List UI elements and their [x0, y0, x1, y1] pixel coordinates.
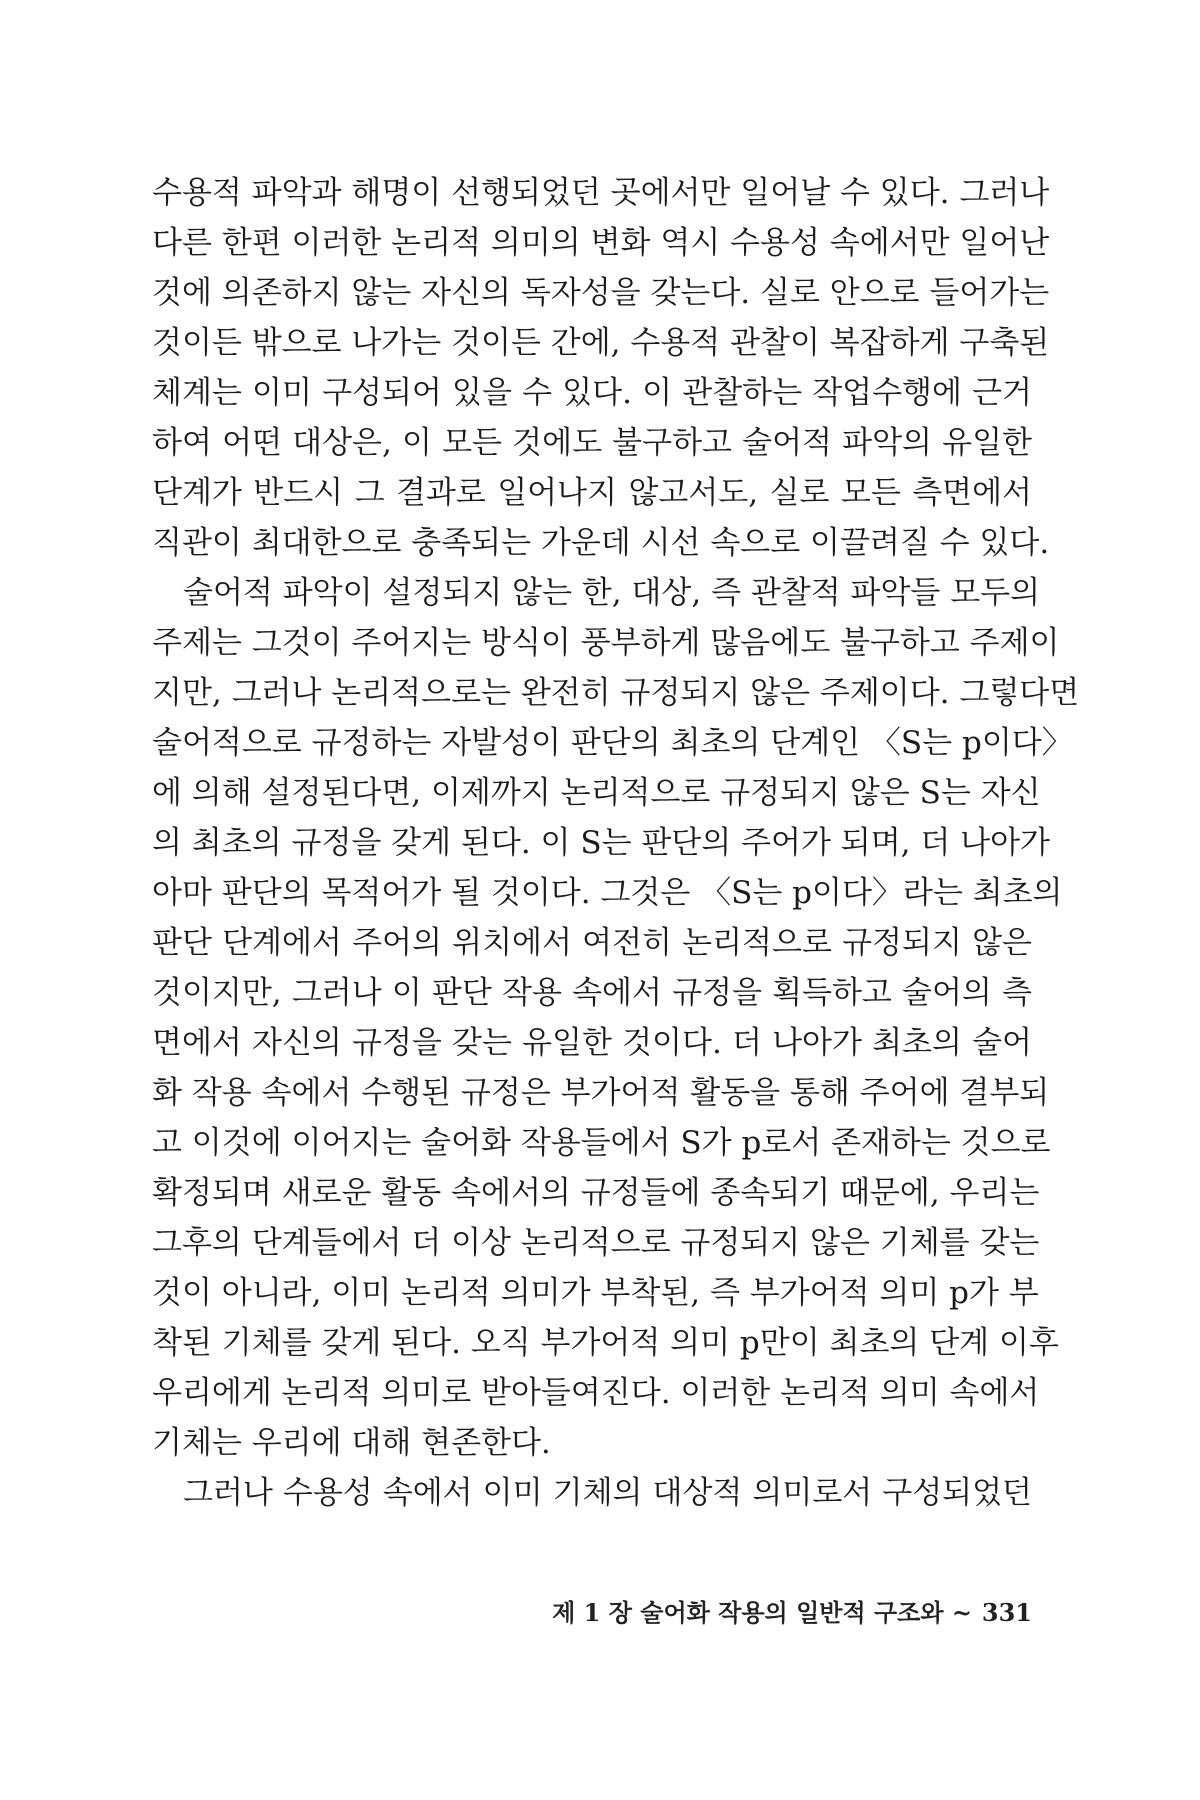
text-line: 그후의 단계들에서 더 이상 논리적으로 규정되지 않은 기체를 갖는 — [152, 1225, 1040, 1261]
text-line: 착된 기체를 갖게 된다. 오직 부가어적 의미 p만이 최초의 단계 이후 — [152, 1325, 1059, 1361]
body-text — [152, 168, 1080, 1518]
text-line: 다른 한편 이러한 논리적 의미의 변화 역시 수용성 속에서만 일어난 — [152, 225, 1050, 261]
paragraph-end-line: 기체는 우리에 대해 현존한다. — [152, 1425, 551, 1461]
text-line: 판단 단계에서 주어의 위치에서 여전히 논리적으로 규정되지 않은 — [152, 925, 1032, 961]
paragraph-start-line: 술어적 파악이 설정되지 않는 한, 대상, 즉 관찰적 파악들 모두의 — [183, 575, 1041, 611]
running-head: 제 1 장 술어화 작용의 일반적 구조와 ~ — [552, 1598, 972, 1627]
page-number: 331 — [981, 1598, 1032, 1627]
text-line: 우리에게 논리적 의미로 받아들여진다. 이러한 논리적 의미 속에서 — [152, 1375, 1040, 1411]
text-line: 주제는 그것이 주어지는 방식이 풍부하게 많음에도 불구하고 주제이 — [152, 625, 1060, 661]
text-line: 것에 의존하지 않는 자신의 독자성을 갖는다. 실로 안으로 들어가는 — [152, 275, 1050, 311]
paragraph-end-line: 직관이 최대한으로 충족되는 가운데 시선 속으로 이끌려질 수 있다. — [152, 525, 1050, 561]
paragraph-start-line: 그러나 수용성 속에서 이미 기체의 대상적 의미로서 구성되었던 — [183, 1475, 1032, 1511]
page-footer — [152, 1593, 1032, 1633]
text-line: 지만, 그러나 논리적으로는 완전히 규정되지 않은 주제이다. 그렇다면 — [152, 675, 1080, 711]
text-line: 하여 어떤 대상은, 이 모든 것에도 불구하고 술어적 파악의 유일한 — [152, 425, 1032, 461]
text-line: 것이지만, 그러나 이 판단 작용 속에서 규정을 획득하고 술어의 측 — [152, 975, 1032, 1011]
text-line: 단계가 반드시 그 결과로 일어나지 않고서도, 실로 모든 측면에서 — [152, 475, 1032, 511]
text-line: 체계는 이미 구성되어 있을 수 있다. 이 관찰하는 작업수행에 근거 — [152, 375, 1032, 411]
text-line: 것이 아니라, 이미 논리적 의미가 부착된, 즉 부가어적 의미 p가 부 — [152, 1275, 1039, 1311]
text-line: 의 최초의 규정을 갖게 된다. 이 S는 판단의 주어가 되며, 더 나아가 — [152, 825, 1050, 861]
text-line: 고 이것에 이어지는 술어화 작용들에서 S가 p로서 존재하는 것으로 — [152, 1125, 1051, 1161]
text-line: 확정되며 새로운 활동 속에서의 규정들에 종속되기 때문에, 우리는 — [152, 1175, 1040, 1211]
text-line: 에 의해 설정된다면, 이제까지 논리적으로 규정되지 않은 S는 자신 — [152, 775, 1041, 811]
text-line: 것이든 밖으로 나가는 것이든 간에, 수용적 관찰이 복잡하게 구축된 — [152, 325, 1050, 361]
text-line: 수용적 파악과 해명이 선행되었던 곳에서만 일어날 수 있다. 그러나 — [152, 175, 1050, 211]
text-line: 화 작용 속에서 수행된 규정은 부가어적 활동을 통해 주어에 결부되 — [152, 1075, 1050, 1111]
text-line: 면에서 자신의 규정을 갖는 유일한 것이다. 더 나아가 최초의 술어 — [152, 1025, 1032, 1061]
text-line: 아마 판단의 목적어가 될 것이다. 그것은 〈S는 p이다〉라는 최초의 — [152, 875, 1063, 911]
text-line: 술어적으로 규정하는 자발성이 판단의 최초의 단계인 〈S는 p이다〉 — [152, 725, 1073, 761]
